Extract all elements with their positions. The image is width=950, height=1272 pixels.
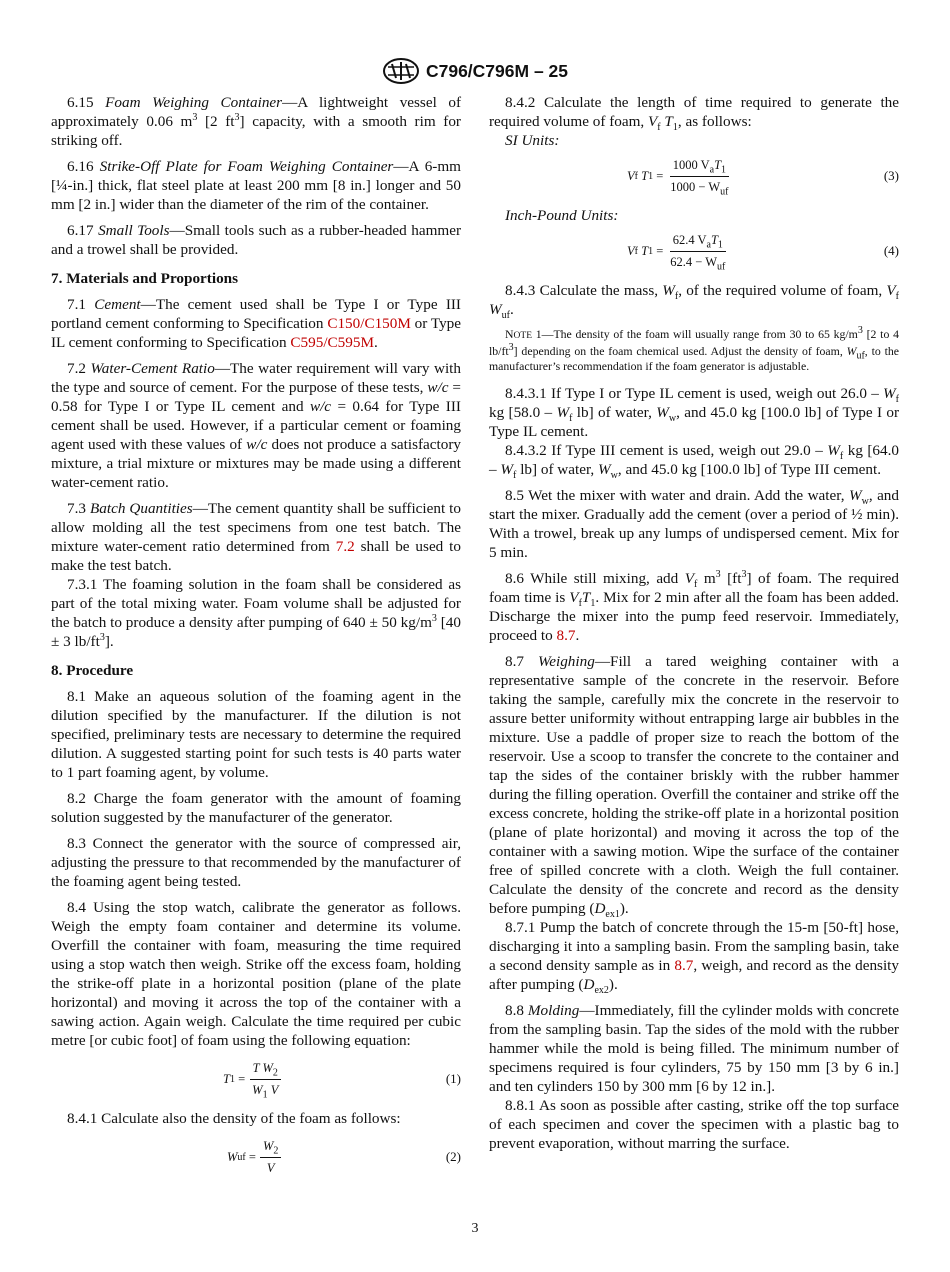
right-column [489, 93, 899, 1160]
note-1: NOTE 1—The density of the foam will usually range from 30 to 65 $kg/m^3$ [2 to 4 $lb/ft^3$] depending on the foam chemical used. Adjust the density of foam, $W_{uf}$, to the manufacturer’s recommendation if the foam generator is adjustable. [489, 325, 899, 373]
paragraph-8-4-3-1: 8.4.3.1 If Type I or Type IL cement is used, weigh out $26.0 - W_f$ kg [$58.0 - W_f$ lb] of water, $W_w$, and 45.0 kg [100.0 lb] of Type I or Type IL cement. [489, 385, 899, 440]
equation-number: (2) [445, 1149, 461, 1164]
paragraph-7-2: 7.2 Water-Cement Ratio—The water requirement will vary with the type and source of cement. For the purpose of these tests, w/c = 0.58 for Type I or Type IL cement and w/c = 0.64 for Type III cement shall be used. However, if a particular cement or foaming agent used with these values of w/c does not produce a satisfactory mixture, a trial mixture or mixtures may be made using a different water-cement ratio. [51, 360, 461, 491]
paragraph-8-4-3-2: 8.4.3.2 If Type III cement is used, weigh out $29.0 - W_f$ kg [$64.0 - W_f$ lb] of water, $W_w$, and 45.0 kg [100.0 lb] of Type III cement. [489, 442, 900, 482]
paragraph-8-7-1: 8.7.1 Pump the batch of concrete through the 15-m [50-ft] hose, discharging it into a sampling basin. From the sampling basin, take a second density sample as in 8.7, weigh, and record as the density after pumping $(D_{ex2})$. [489, 919, 899, 997]
page-number: 3 [471, 1221, 479, 1236]
paragraph-8-4-3: 8.4.3 Calculate the mass, $W_f$, of the required volume of foam, $V_f$ $W_{uf}$. [489, 282, 899, 322]
equation-4: V f T 1 = $\frac{62.4 V_aT_1}{62.4 - W_{uf}}$ (4) [627, 233, 899, 273]
paragraph-8-7: 8.7 Weighing—Fill a tared weighing container with a representative sample of the concrete in the reservoir. Before taking the sample, carefully mix the concrete in the reservoir to assure better uniformity without entrapping large air bubbles in the mixture. Use a paddle of proper size to reach the bottom of the reservoir. Use a scoop to transfer the concrete to the container and tap the sides of the container briskly with the rubber hammer during the filling operation. Overfill the container and strike off the excess concrete, holding the strike-off plate in a horizontal position (plane of plate horizontal) and moving it across the top of the container with a sawing motion. Wipe the surface of the container free of spilled concrete with a cloth. Weigh the full container. Calculate the density of the concrete and record as the density before pumping $(D_{ex1})$. [489, 653, 900, 921]
paragraph-8-4: 8.4 Using the stop watch, calibrate the generator as follows. Weigh the empty foam container and determine its volume. Overfill the container with foam, measuring the time required using a stop watch then weigh. Strike off the excess foam, holding the strike-off plate in a horizontal position (plane of the plate horizontal) and moving it across the top of the container with a sawing action. Again weigh. Calculate the time required per cubic metre [or cubic foot] of foam using the following equation: [51, 899, 461, 1049]
paragraph-6-15: 6.15 Foam Weighing Container—A lightweight vessel of approximately 0.06 $m^3$ [2 $ft^3$] capacity, with a smooth rim for striking off. [51, 94, 462, 149]
link-8-7[interactable]: 8.7 [556, 627, 576, 644]
section-heading-8: 8. Procedure [51, 662, 134, 679]
link-7-2[interactable]: 7.2 [335, 538, 355, 555]
paragraph-6-17: 6.17 Small Tools—Small tools such as a rubber-headed hammer and a trowel shall be provided. [51, 222, 461, 258]
paragraph-6-16: 6.16 Strike-Off Plate for Foam Weighing Container—A 6-mm [¼-in.] thick, flat steel plate at least 200 mm [8 in.] longer and 50 mm [2 in.] wider than the diameter of the rim of the container. [51, 158, 461, 213]
paragraph-7-3-1: 7.3.1 The foaming solution in the foam shall be considered as part of the total mixing water. Foam volume shall be adjusted for the batch to produce a density after pumping of 640 ± 50 $kg/m^3$ [40 ± 3 $lb/ft^3$]. [51, 576, 461, 650]
equation-number: (3) [883, 168, 899, 183]
paragraph-7-3: 7.3 Batch Quantities—The cement quantity shall be sufficient to allow molding all the test specimens from one test batch. The mixture water-cement ratio determined from 7.2 shall be used to make the test batch. [51, 500, 461, 574]
inch-pound-units-label: Inch-Pound Units: [505, 207, 619, 224]
paragraph-8-4-1: 8.4.1 Calculate also the density of the foam as follows: [67, 1110, 401, 1127]
paragraph-7-1: 7.1 Cement—The cement used shall be Type I or Type III portland cement conforming to Specification C150/C150M or Type IL cement conforming to Specification C595/C595M. [51, 296, 461, 351]
paragraph-8-1: 8.1 Make an aqueous solution of the foaming agent in the dilution specified by the manufacturer. If the dilution is not specified, preliminary tests are necessary to determine the required dilution. A suggested starting point for such tests is 40 parts water to 1 part foaming agent, by volume. [51, 688, 461, 781]
si-units-label: SI Units: [505, 132, 560, 149]
equation-number: (4) [883, 243, 899, 258]
equation-number: (1) [445, 1071, 461, 1086]
section-heading-7: 7. Materials and Proportions [51, 270, 239, 287]
paragraph-8-8-1: 8.8.1 As soon as possible after casting, strike off the top surface of each specimen and cover the specimen with a plastic bag to prevent evaporation, without marring the surface. [489, 1097, 899, 1152]
document-designation: C796/C796M – 25 [425, 60, 569, 81]
paragraph-8-4-2: 8.4.2 Calculate the length of time required to generate the required volume of foam, $V_f$ $T_1$, as follows: [489, 94, 899, 134]
equation-3: V f T 1 = $\frac{1000 V_aT_1}{1000 - W_{uf}}$ (3) [627, 158, 899, 198]
link-8-7[interactable]: 8.7 [674, 957, 694, 974]
page-header [0, 58, 950, 84]
link-c595[interactable]: C595/C595M [290, 334, 374, 351]
equation-2: W uf = $\frac{W_2}{V}$ (2) [227, 1139, 461, 1175]
equation-1: T 1 = $\frac{T W_2}{W_1 V}$ (1) [223, 1061, 461, 1101]
paragraph-8-5: 8.5 Wet the mixer with water and drain. Add the water, $W_w$, and start the mixer. Gradually add the cement (over a period of ½ min). With a trowel, break up any lumps of undispersed cement. Mix for 5 min. [489, 487, 899, 561]
paragraph-8-2: 8.2 Charge the foam generator with the amount of foaming solution suggested by the manufacturer of the generator. [51, 790, 461, 826]
paragraph-8-3: 8.3 Connect the generator with the source of compressed air, adjusting the pressure to that recommended by the manufacturer of the foaming agent being tested. [51, 835, 461, 890]
paragraph-8-8: 8.8 Molding—Immediately, fill the cylinder molds with concrete from the sampling basin. Tap the sides of the mold with the rubber hammer while the mold is being filled. The minimum number of specimens required is four cylinders, 75 by 150 mm [3 by 6 in.] and ten cylinders 150 by 300 mm [6 by 12 in.]. [489, 1002, 900, 1095]
astm-logo [382, 58, 420, 84]
link-c150[interactable]: C150/C150M [327, 315, 411, 332]
left-column [51, 93, 461, 1187]
paragraph-8-6: 8.6 While still mixing, add $V_f$ $m^3$ $[ft^3]$ of foam. The required foam time is $V_fT_1$. Mix for 2 min after all the foam has been added. Discharge the mixer into the pump feed reservoir. Immediately, proceed to 8.7. [489, 568, 899, 644]
